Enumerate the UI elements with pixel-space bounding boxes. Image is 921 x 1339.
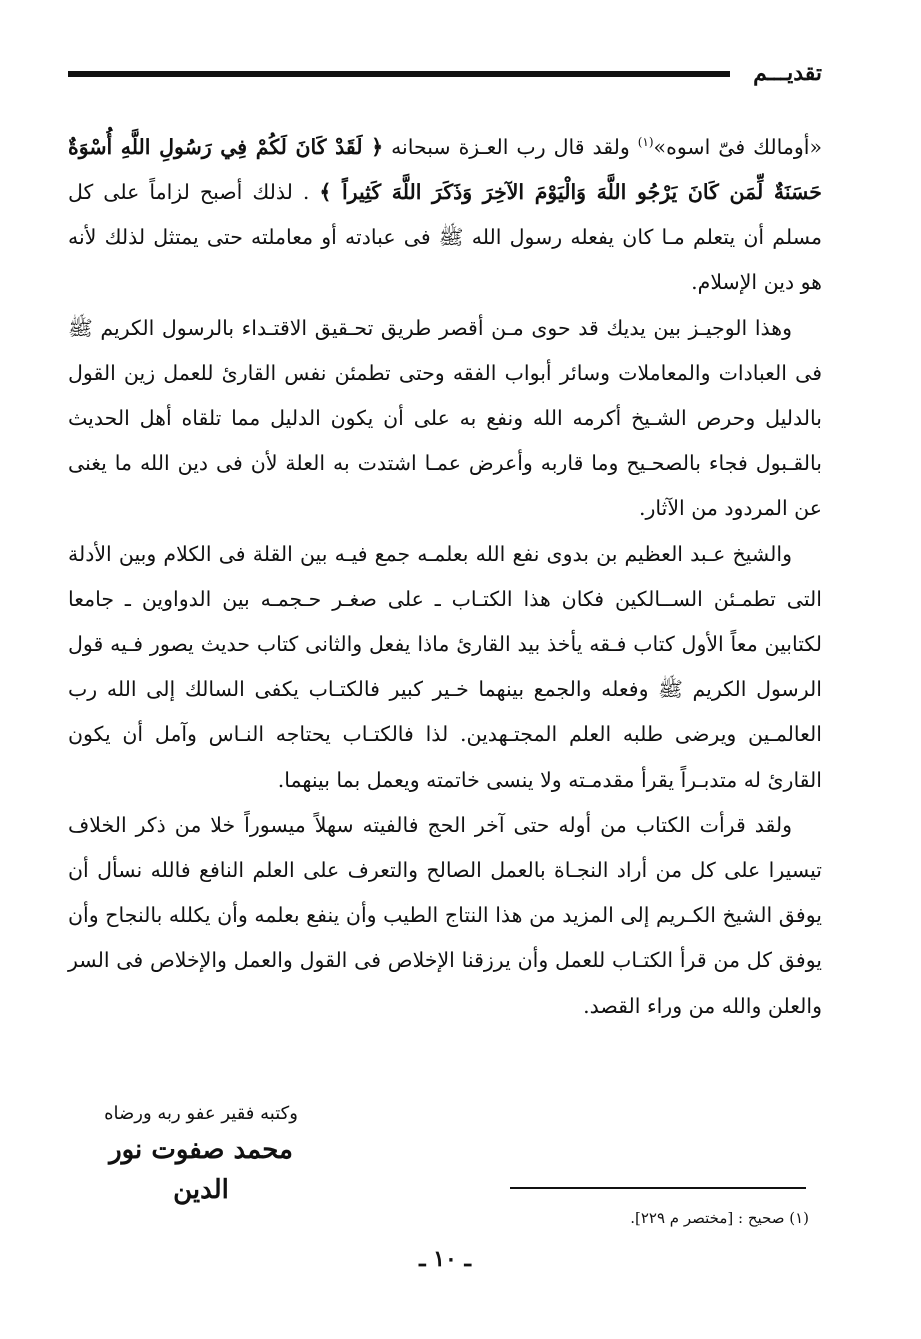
quran-verse: ﴿ لَقَدْ كَانَ لَكُمْ فِي رَسُولِ اللَّهِ أُسْوَةٌ حَسَنَةٌ لِّمَن كَانَ يَرْجُو اللَّهَ وَالْيَوْمَ الآخِرَ وَذَكَرَ اللَّهَ كَثِيراً ﴾ <box>68 134 822 205</box>
body-text <box>68 120 822 1029</box>
paragraph-1-rest: . لذلك أصبح لزاماً على كل مسلم أن يتعلم مـا كان يفعله رسول الله ﷺ فى عبادته أو معاملته حتى يمتثل لذلك لأنه هو دين الإسلام. <box>68 180 822 295</box>
header-rule <box>68 71 730 77</box>
signature-name: محمد صفوت نور الدين <box>109 1135 293 1205</box>
paragraph-1-intro: ولقد قال رب العـزة سبحانه <box>383 134 638 159</box>
chapter-title: تقديـــم <box>753 60 822 86</box>
paragraph-4: ولقد قرأت الكتاب من أوله حتى آخر الحج فالفيته سهلاً ميسوراً خلا من ذكر الخلاف تيسيرا على كل من أراد النجـاة بالعمل الصالح والتعرف على العلم النافع فالله نسأل أن يوفق الشيخ الكـريم إلى المزيد من هذا النتاج الطيب وأن ينفع بعلمه وأن يكلله بالنجاح وأن يوفق كل من قرأ الكتـاب للعمل وأن يرزقنا الإخلاص فى القول والعمل والإخلاص فى السر والعلن والله من وراء القصد. <box>68 812 822 1018</box>
footnote: (١) صحيح : [مختصر م ٢٢٩]. <box>630 1209 809 1227</box>
footnote-reference: (١) <box>637 135 654 149</box>
page-number: ـ ١٠ ـ <box>419 1246 471 1272</box>
page-header <box>68 58 822 92</box>
signature-line: وكتبه فقير عفو ربه ورضاه <box>104 1103 298 1124</box>
footnote-rule <box>510 1187 806 1189</box>
paragraph-3: والشيخ عـبد العظيم بن بدوى نفع الله بعلمـه جمع فيـه بين القلة فى الكلام وبين الأدلة التى تطمـئن الســالكين فكان هذا الكتـاب ـ على صغـر حـجمـه بين الدواوين ـ جامعا لكتابين معاً الأول كتاب فـقه يأخذ بيد القارئ ماذا يفعل والثانى كتاب حديث يصور فـيه قول الرسول الكريم ﷺ وفعله والجمع بينهما خـير كبير فالكتـاب يكفى السالك إلى الله رب العالمـين ويرضى طلبه العلم المجتـهدين. لذا فالكتـاب يحتاجه النـاس وآمل أن يكون القارئ له متدبـراً يقرأ مقدمـته ولا ينسى خاتمته ويعمل بما بينهما. <box>68 541 822 792</box>
signature-block <box>81 1098 321 1210</box>
paragraph-2: وهذا الوجيـز بين يديك قد حوى مـن أقصر طريق تحـقيق الاقتـداء بالرسول الكريم ﷺ فى العبادات والمعاملات وسائر أبواب الفقه وحتى تطمئن نفس القارئ للعمل زين القول بالدليل وحرص الشـيخ أكرمه الله ونفع به على أن يكون الدليل مما تلقاه أهل الحديث بالقـبول فجاء بالصحـيح وما قاربه وأعرض عمـا اشتدت به العلة لأن فى دين الله ما يغنى عن المردود من الآثار. <box>68 315 822 521</box>
paragraph-1-opening: «أومالك فىّ اسوه» <box>653 134 822 159</box>
paragraph-1 <box>68 120 822 306</box>
